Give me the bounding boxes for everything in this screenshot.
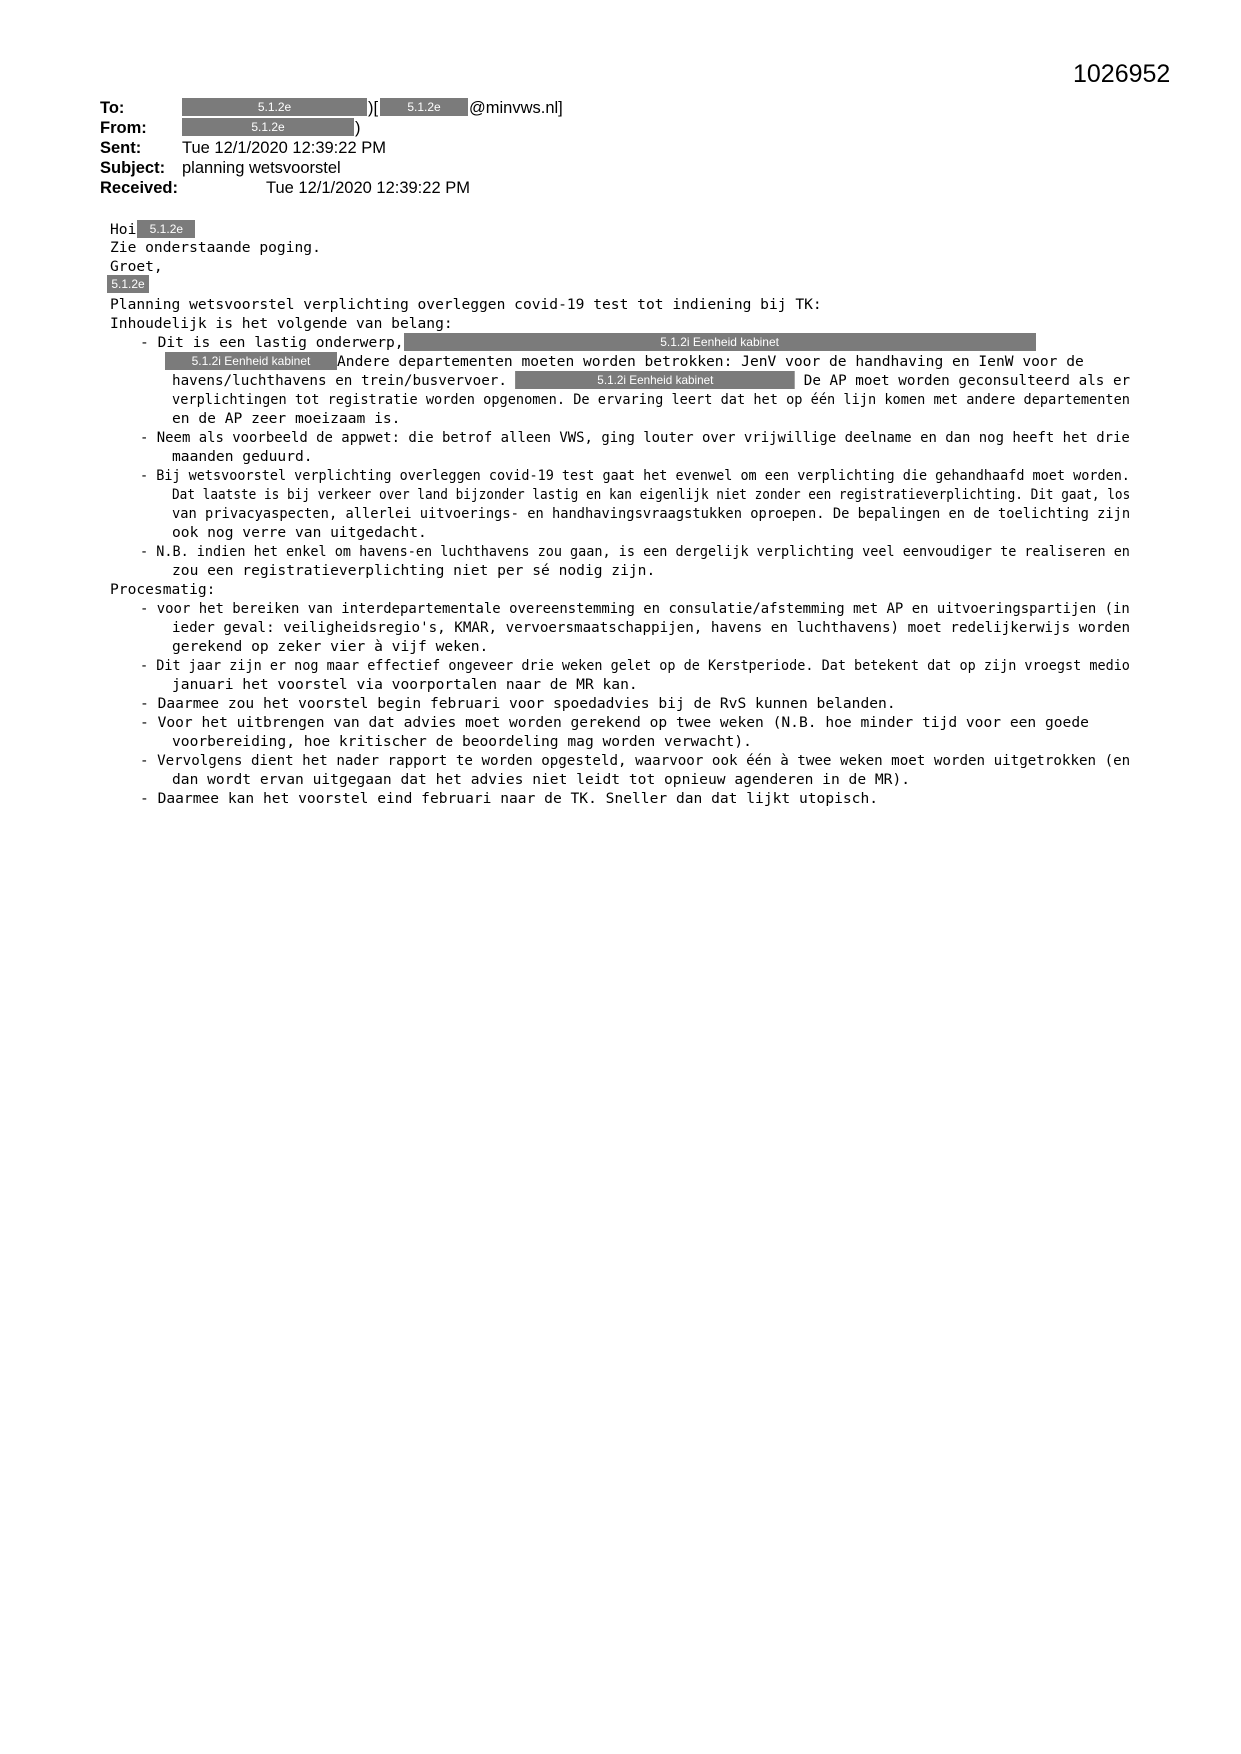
subject-value: planning wetsvoorstel bbox=[182, 159, 341, 177]
document-number: 1026952 bbox=[1073, 60, 1171, 88]
redaction-cabinet: 5.1.2i Eenheid kabinet bbox=[516, 371, 796, 389]
sent-value: Tue 12/1/2020 12:39:22 PM bbox=[182, 139, 386, 157]
to-domain: @minvws.nl] bbox=[469, 99, 563, 117]
bullet-line: van privacyaspecten, allerlei uitvoerings- en handhavingsvraagstukken oproepen. De bepalingen en de toelichting zijn bbox=[172, 505, 1131, 522]
bullet-line: Dat laatste is bij verkeer over land bijzonder lastig en kan eigenlijk niet zonder een registratieverplichting. Dit gaat, los bbox=[172, 486, 1131, 503]
greeting-line bbox=[110, 220, 195, 239]
bullet-line: en de AP zeer moeizaam is. bbox=[172, 410, 401, 427]
to-label: To: bbox=[100, 99, 125, 117]
section-heading-content: Inhoudelijk is het volgende van belang: bbox=[110, 315, 453, 332]
redaction-cabinet: 5.1.2i Eenheid kabinet bbox=[165, 352, 337, 370]
bullet-line: - Daarmee kan het voorstel eind februari naar de TK. Sneller dan dat lijkt utopisch. bbox=[140, 790, 879, 807]
bullet-line: - Neem als voorbeeld de appwet: die betrof alleen VWS, ging louter over vrijwillige deelname en dan nog heeft het drie bbox=[140, 429, 1130, 446]
bullet-text: Andere departementen moeten worden betrokken: JenV voor de handhaving en IenW voor de bbox=[337, 353, 1084, 370]
bullet-line: ieder geval: veiligheidsregio's, KMAR, vervoersmaatschappijen, havens en luchthavens) moet redelijkerwijs worden bbox=[172, 619, 1131, 636]
bullet-line: januari het voorstel via voorportalen naar de MR kan. bbox=[172, 676, 638, 693]
bullet-line bbox=[172, 371, 1130, 390]
bullet-line: maanden geduurd. bbox=[172, 448, 313, 465]
bullet-line: - Daarmee zou het voorstel begin februari voor spoedadvies bij de RvS kunnen belanden. bbox=[140, 695, 896, 712]
received-value: Tue 12/1/2020 12:39:22 PM bbox=[266, 179, 470, 197]
bullet-line bbox=[140, 333, 1036, 352]
bullet-text: havens/luchthavens en trein/busvervoer. bbox=[172, 372, 507, 389]
bullet-line: voorbereiding, hoe kritischer de beoordeling mag worden verwacht). bbox=[172, 733, 752, 750]
bullet-line: - Bij wetsvoorstel verplichting overleggen covid-19 test gaat het evenwel om een verplichting die gehandhaafd moet worden. bbox=[140, 467, 1130, 484]
bullet-line: gerekend op zeker vier à vijf weken. bbox=[172, 638, 489, 655]
redaction-to-name: 5.1.2e bbox=[182, 98, 367, 116]
bullet-line: - N.B. indien het enkel om havens-en luchthavens zou gaan, is een dergelijk verplichting veel eenvoudiger te realiseren en bbox=[140, 543, 1130, 560]
redaction-from-name: 5.1.2e bbox=[182, 118, 354, 136]
bullet-line: ook nog verre van uitgedacht. bbox=[172, 524, 427, 541]
bullet-line: - voor het bereiken van interdepartementale overeenstemming en consulatie/afstemming met AP en uitvoeringspartijen (in bbox=[140, 600, 1130, 617]
received-label: Received: bbox=[100, 179, 178, 197]
to-bracket: )[ bbox=[368, 99, 379, 117]
redaction-signature: 5.1.2e bbox=[107, 275, 149, 293]
bullet-text: De AP moet worden geconsulteerd als er bbox=[803, 372, 1131, 389]
from-close: ) bbox=[355, 119, 361, 137]
bullet-line: zou een registratieverplichting niet per sé nodig zijn. bbox=[172, 562, 656, 579]
body-title: Planning wetsvoorstel verplichting overleggen covid-19 test tot indiening bij TK: bbox=[110, 296, 822, 313]
bullet-line: - Dit jaar zijn er nog maar effectief ongeveer drie weken gelet op de Kerstperiode. Dat betekent dat op zijn vroegst medio bbox=[140, 657, 1130, 674]
bullet-line bbox=[165, 352, 1084, 371]
subject-label: Subject: bbox=[100, 159, 166, 177]
bullet-line: - Voor het uitbrengen van dat advies moet worden gerekend op twee weken (N.B. hoe minder tijd voor een goede bbox=[140, 714, 1089, 731]
signature-line bbox=[107, 275, 149, 294]
bullet-line: - Vervolgens dient het nader rapport te worden opgesteld, waarvoor ook één à twee weken moet worden uitgetrokken (en bbox=[140, 752, 1131, 769]
body-line: Groet, bbox=[110, 258, 163, 275]
section-heading-process: Procesmatig: bbox=[110, 581, 216, 598]
body-line: Zie onderstaande poging. bbox=[110, 239, 321, 256]
redaction-greeting-name: 5.1.2e bbox=[137, 220, 195, 238]
sent-label: Sent: bbox=[100, 139, 142, 157]
bullet-line: verplichtingen tot registratie worden opgenomen. De ervaring leert dat het op één lijn komen met andere departementen bbox=[172, 391, 1130, 408]
from-label: From: bbox=[100, 119, 147, 137]
greeting-text: Hoi bbox=[110, 221, 137, 238]
bullet-line: dan wordt ervan uitgegaan dat het advies niet leidt tot opnieuw agenderen in de MR). bbox=[172, 771, 911, 788]
redaction-to-email: 5.1.2e bbox=[380, 98, 468, 116]
redaction-cabinet: 5.1.2i Eenheid kabinet bbox=[404, 333, 1036, 351]
bullet-text: - Dit is een lastig onderwerp, bbox=[140, 334, 404, 351]
